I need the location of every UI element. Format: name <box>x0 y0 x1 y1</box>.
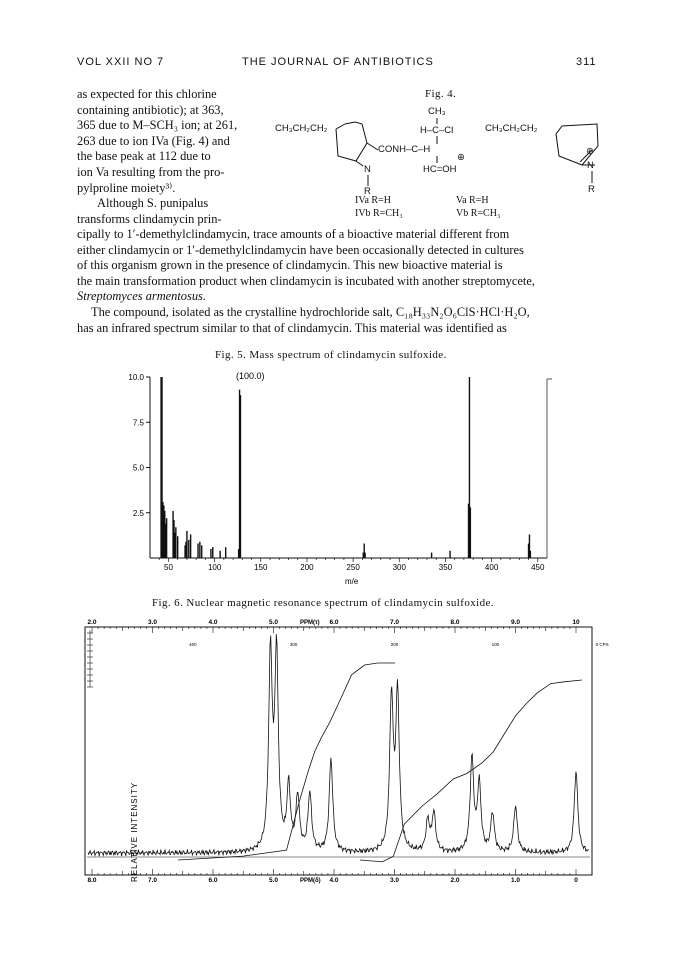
fig6-top-tick-label: 7.0 <box>389 619 400 626</box>
fig4-label-va: Va R=H <box>456 195 489 206</box>
fig5-caption: Fig. 5. Mass spectrum of clindamycin sulfoxide. <box>215 349 447 361</box>
fig4-n-right: N <box>587 160 594 171</box>
fig6-nmr-spectrum <box>0 610 676 884</box>
fig6-top-axis-title: PPM(τ) <box>300 620 320 626</box>
fig6-bottom-tick-label: 1.0 <box>510 877 521 884</box>
fig6-bottom-tick-label: 5.0 <box>268 877 279 884</box>
fig5-xlabel: m/e <box>345 577 359 586</box>
text-line: Streptomyces armentosus. <box>77 289 206 304</box>
fig4-caption: Fig. 4. <box>425 88 457 100</box>
fig6-bottom-tick-label: 0 <box>574 877 578 884</box>
fig5-x-tick-label: 450 <box>531 563 545 572</box>
fig6-integral-2 <box>360 680 582 862</box>
fig5-y-tick-label: 10.0 <box>128 373 144 382</box>
fig6-cps-label: 200 <box>390 642 399 647</box>
text-line: 263 due to ion IVa (Fig. 4) and <box>77 133 230 148</box>
fig4-right-chain: CH₃CH₂CH₂ <box>485 123 538 134</box>
fig4-conh: CONH–C–H <box>378 144 431 155</box>
fig4-r-right: R <box>588 184 595 195</box>
text-line: 365 due to M–SCH₃ ion; at 261, <box>77 118 238 133</box>
page-number: 311 <box>576 56 597 68</box>
fig5-x-tick-label: 350 <box>438 563 453 572</box>
text-line: pylproline moiety³⁾. <box>77 180 176 195</box>
fig4-plus-right: ⊕ <box>586 146 594 157</box>
fig6-cps-label: 100 <box>491 642 500 647</box>
text-line: the base peak at 112 due to <box>77 149 211 164</box>
fig4-r-left: R <box>364 186 371 197</box>
fig6-spectrum-trace <box>88 634 589 856</box>
fig6-bottom-tick-label: 4.0 <box>329 877 339 884</box>
journal-volume: VOL XXII NO 7 <box>77 56 165 68</box>
fig6-top-tick-label: 2.0 <box>87 619 97 626</box>
fig4-ch3: CH₃ <box>428 106 446 117</box>
text-line: transforms clindamycin prin- <box>77 211 222 226</box>
journal-title: THE JOURNAL OF ANTIBIOTICS <box>242 56 434 68</box>
fig6-bottom-tick-label: 2.0 <box>450 877 460 884</box>
fig4-label-vb: Vb R=CH₃ <box>456 208 501 219</box>
fig4-left-chain: CH₃CH₂CH₂ <box>275 123 328 134</box>
fig6-frame <box>85 627 592 875</box>
fig4-hccl: H–C–Cl <box>420 125 454 136</box>
fig6-caption: Fig. 6. Nuclear magnetic resonance spectrum of clindamycin sulfoxide. <box>152 597 494 609</box>
fig6-top-tick-label: 9.0 <box>510 619 521 626</box>
fig4-hcoh: HC=OH <box>423 164 457 175</box>
fig5-x-tick-label: 150 <box>254 563 268 572</box>
fig5-y-tick-label: 5.0 <box>132 463 144 473</box>
fig4-plus-left: ⊕ <box>457 152 465 163</box>
fig6-cps-label: 0 CPS <box>595 642 609 647</box>
text-line: as expected for this chlorine <box>77 87 217 101</box>
fig5-y-tick-label: 2.5 <box>132 508 144 518</box>
text-line: cipally to 1′-demethylclindamycin, trace amounts of a bioactive material different from <box>77 227 510 241</box>
text-line: the main transformation product when clindamycin is incubated with another streptomycete, <box>77 273 535 288</box>
fig6-top-tick-label: 6.0 <box>329 619 339 626</box>
fig6-cps-label: 400 <box>189 642 197 647</box>
text-line: containing antibiotic); at 363, <box>77 102 224 117</box>
fig5-x-tick-label: 100 <box>207 563 222 572</box>
fig4-label-iva: IVa R=H <box>355 195 391 206</box>
fig6-integral-1 <box>178 663 395 860</box>
fig6-top-tick-label: 3.0 <box>147 619 158 626</box>
text-line: of this organism grown in the presence of clindamycin. This new bioactive material is <box>77 258 503 273</box>
fig6-bottom-tick-label: 7.0 <box>147 877 158 884</box>
fig5-peak-label: (100.0) <box>236 371 265 381</box>
fig5-x-tick-label: 400 <box>484 563 499 572</box>
text-line: ion Va resulting from the pro- <box>77 164 225 179</box>
fig6-bottom-tick-label: 6.0 <box>208 877 218 884</box>
fig5-y-tick-label: 7.5 <box>132 418 144 428</box>
fig4-n-left: N <box>364 164 371 175</box>
fig5-x-tick-label: 200 <box>300 563 314 572</box>
fig6-cps-label: 300 <box>289 642 298 647</box>
fig5-x-tick-label: 250 <box>346 563 360 572</box>
fig6-top-tick-label: 10 <box>572 619 580 626</box>
fig6-bottom-axis-title: PPM(δ) <box>300 878 321 884</box>
fig5-x-tick-label: 50 <box>164 563 173 572</box>
text-line: The compound, isolated as the crystalline hydrochloride salt, C₁₈H₃₃N₂O₆ClS·HCl·H₂O, <box>91 304 530 319</box>
fig6-bottom-tick-label: 8.0 <box>87 877 97 884</box>
fig6-top-tick-label: 5.0 <box>268 619 279 626</box>
fig4-structures <box>0 0 676 230</box>
fig4-label-ivb: IVb R=CH₃ <box>355 208 403 219</box>
fig6-top-tick-label: 4.0 <box>208 619 218 626</box>
text-line: either clindamycin or 1′-demethylclindamycin have been occasionally detected in cultures <box>77 242 524 257</box>
fig5-x-tick-label: 300 <box>392 563 406 572</box>
text-line: Although S. punipalus <box>97 196 209 211</box>
fig5-ylabel: RELATIVE INTENSITY <box>130 781 139 882</box>
fig6-bottom-tick-label: 3.0 <box>389 877 400 884</box>
fig6-top-tick-label: 8.0 <box>450 619 460 626</box>
body-text <box>77 227 609 336</box>
text-line: has an infrared spectrum similar to that of clindamycin. This material was identified as <box>77 320 507 335</box>
